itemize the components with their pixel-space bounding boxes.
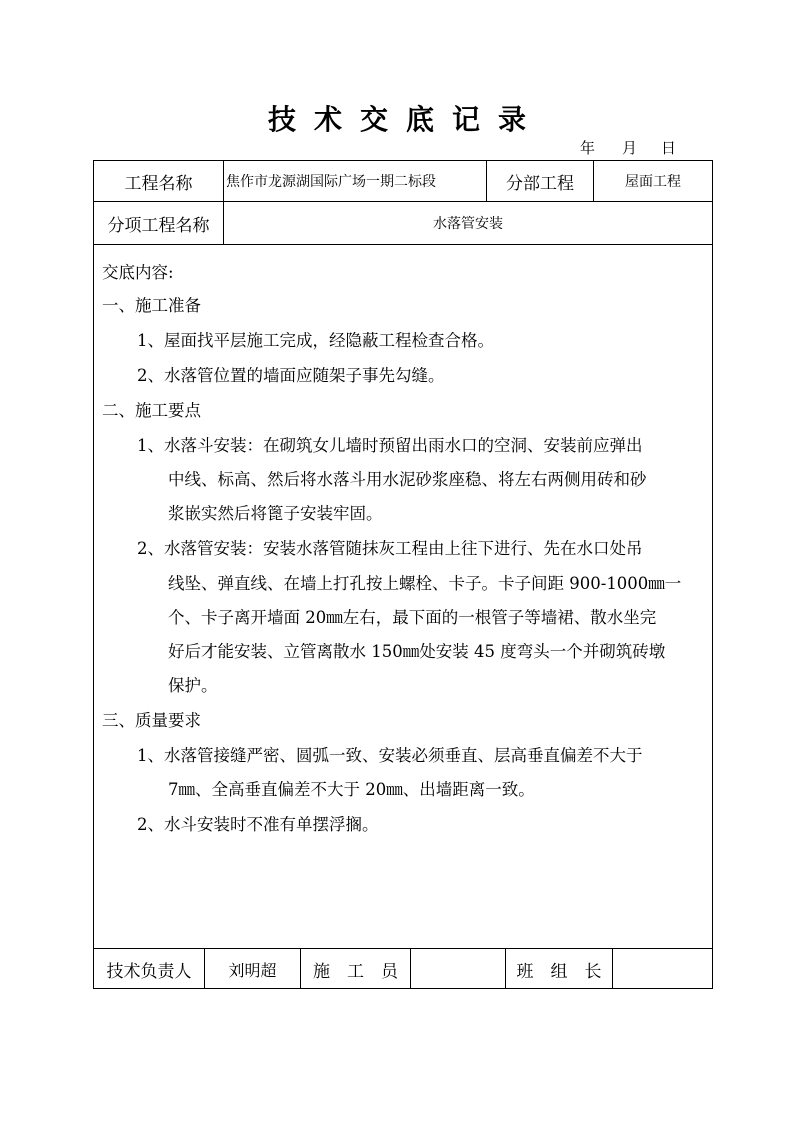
list-item: 2、水落管位置的墙面应随架子事先勾缝。 xyxy=(137,366,445,385)
subitem-value: 水落管安装 xyxy=(433,216,503,232)
list-item: 1、水落管接缝严密、圆弧一致、安装必须垂直、层高垂直偏差不大于 xyxy=(137,746,643,765)
content-heading: 交底内容: xyxy=(102,263,174,282)
division-label: 分部工程 xyxy=(506,173,574,194)
worker-value xyxy=(411,949,505,989)
list-item: 2、水落管安装：安装水落管随抹灰工程由上往下进行、先在水口处吊 xyxy=(137,539,643,558)
list-item: 1、水落斗安装：在砌筑女儿墙时预留出雨水口的空洞、安装前应弹出 xyxy=(137,436,643,455)
project-name-label: 工程名称 xyxy=(124,173,193,194)
tech-lead-label: 技术负责人 xyxy=(106,961,192,982)
list-item: 1、屋面找平层施工完成，经隐蔽工程检查合格。 xyxy=(137,331,494,350)
list-item-continuation: 7㎜、全高垂直偏差不大于 20㎜、出墙距离一致。 xyxy=(168,780,535,799)
content-block xyxy=(94,245,712,945)
date-year-label: 年 xyxy=(580,139,596,157)
record-table xyxy=(93,160,713,989)
list-item-continuation: 线坠、弹直线、在墙上打孔按上螺栓、卡子。卡子间距 900-1000㎜一 xyxy=(168,574,682,593)
team-lead-label: 班 组 长 xyxy=(516,961,602,982)
document-title: 技术交底记录 xyxy=(267,103,544,136)
list-item-continuation: 好后才能安装、立管离散水 150㎜处安装 45 度弯头一个并砌筑砖墩 xyxy=(168,642,666,661)
list-item-continuation: 中线、标高、然后将水落斗用水泥砂浆座稳、将左右两侧用砖和砂 xyxy=(168,470,647,489)
date-month-label: 月 xyxy=(622,139,638,157)
worker-label: 施 工 员 xyxy=(313,961,398,982)
section-title: 二、施工要点 xyxy=(102,401,201,420)
list-item-continuation: 浆嵌实然后将篦子安装牢固。 xyxy=(168,504,383,523)
list-item-continuation: 保护。 xyxy=(168,676,218,695)
project-name-value: 焦作市龙源湖国际广场一期二标段 xyxy=(226,174,436,190)
list-item-continuation: 个、卡子离开墙面 20㎜左右，最下面的一根管子等墙裙、散水坐完 xyxy=(168,608,657,627)
subitem-label: 分项工程名称 xyxy=(107,215,210,236)
division-value: 屋面工程 xyxy=(625,174,681,190)
section-title: 一、施工准备 xyxy=(102,296,201,315)
team-lead-value xyxy=(613,949,712,989)
list-item: 2、水斗安装时不准有单摆浮搁。 xyxy=(137,815,379,834)
date-day-label: 日 xyxy=(661,139,677,157)
section-title: 三、质量要求 xyxy=(102,711,201,730)
tech-lead-signature: 刘明超 xyxy=(228,960,277,980)
